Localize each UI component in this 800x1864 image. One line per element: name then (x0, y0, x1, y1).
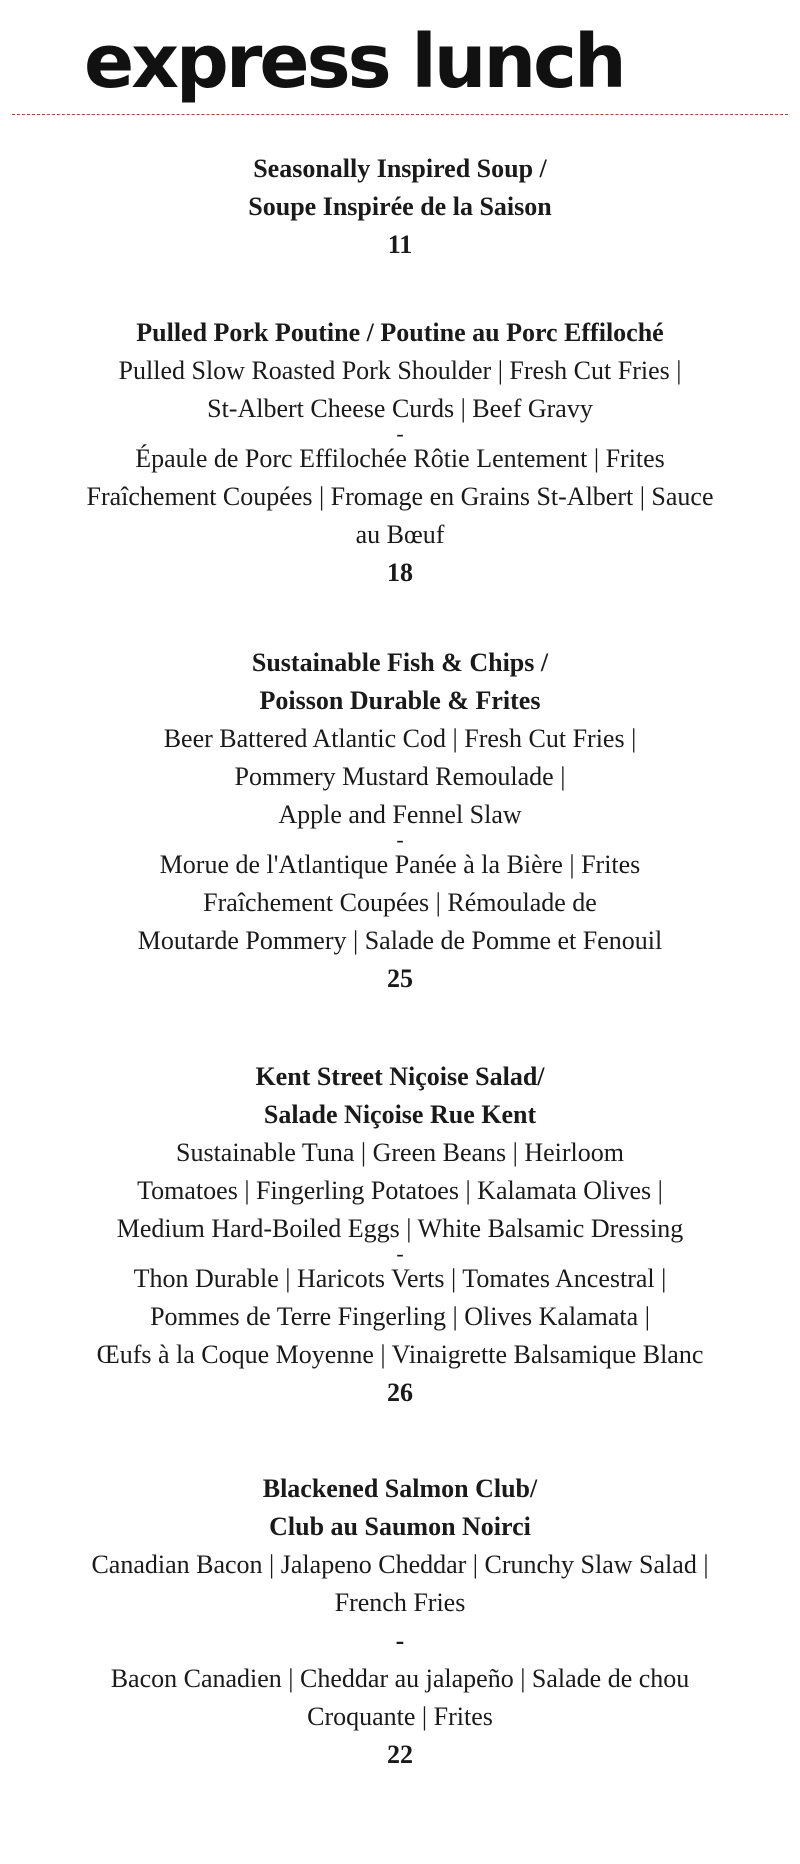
item-description-en-line: Pommery Mustard Remoulade | (234, 762, 566, 791)
item-description-en-line: St-Albert Cheese Curds | Beef Gravy (207, 394, 593, 423)
item-price: 18 (387, 558, 413, 587)
item-name-fr: Salade Niçoise Rue Kent (263, 1100, 537, 1129)
menu-item-fish-and-chips (30, 644, 770, 998)
item-name-fr: Poisson Durable & Frites (259, 686, 541, 715)
title-divider (12, 114, 788, 115)
item-name-en: Blackened Salmon Club/ (262, 1474, 538, 1503)
language-separator: - (395, 1626, 405, 1655)
menu-item-poutine (30, 314, 770, 592)
item-name-en: Sustainable Fish & Chips / (251, 648, 549, 677)
item-description-fr-line: Morue de l'Atlantique Panée à la Bière | Frites (159, 850, 641, 879)
item-description-en-line: Medium Hard-Boiled Eggs | White Balsamic Dressing (116, 1214, 684, 1243)
item-name-fr: Soupe Inspirée de la Saison (248, 192, 552, 221)
item-description-fr-line: Fraîchement Coupées | Rémoulade de (203, 888, 597, 917)
item-name-en: Seasonally Inspired Soup / (253, 154, 547, 183)
item-name-fr: Club au Saumon Noirci (269, 1512, 531, 1541)
item-description-en-line: French Fries (334, 1588, 466, 1617)
item-name-en: Kent Street Niçoise Salad/ (255, 1062, 545, 1091)
item-description-en-line: Canadian Bacon | Jalapeno Cheddar | Crunchy Slaw Salad | (91, 1550, 709, 1579)
item-price: 25 (387, 964, 413, 993)
item-description-fr-line: Bacon Canadien | Cheddar au jalapeño | Salade de chou (110, 1664, 690, 1693)
item-description-fr-line: Croquante | Frites (307, 1702, 493, 1731)
item-price: 26 (387, 1378, 413, 1407)
item-description-en-line: Apple and Fennel Slaw (278, 800, 522, 829)
item-description-fr-line: au Bœuf (355, 520, 445, 549)
language-separator: - (396, 827, 404, 852)
item-name: Pulled Pork Poutine / Poutine au Porc Effiloché (136, 318, 664, 347)
item-description-fr-line: Moutarde Pommery | Salade de Pomme et Fenouil (137, 926, 663, 955)
menu-item-salmon-club (30, 1470, 770, 1774)
item-description-fr-line: Fraîchement Coupées | Fromage en Grains St-Albert | Sauce (86, 482, 714, 511)
menu-title: express lunch (84, 19, 624, 105)
item-price: 11 (387, 230, 413, 259)
item-description-en-line: Pulled Slow Roasted Pork Shoulder | Fresh Cut Fries | (118, 356, 682, 385)
item-description-fr-line: Thon Durable | Haricots Verts | Tomates Ancestral | (133, 1264, 667, 1293)
item-description-fr-line: Œufs à la Coque Moyenne | Vinaigrette Balsamique Blanc (96, 1340, 704, 1369)
item-description-en-line: Sustainable Tuna | Green Beans | Heirloom (175, 1138, 625, 1167)
item-price: 22 (387, 1740, 413, 1769)
menu-item-nicoise-salad (30, 1058, 770, 1412)
language-separator: - (396, 1241, 404, 1266)
item-description-en-line: Tomatoes | Fingerling Potatoes | Kalamata Olives | (137, 1176, 663, 1205)
language-separator: - (396, 421, 404, 446)
menu-item-soup (30, 150, 770, 264)
item-description-en-line: Beer Battered Atlantic Cod | Fresh Cut Fries | (163, 724, 637, 753)
item-description-fr-line: Épaule de Porc Effilochée Rôtie Lentement | Frites (135, 444, 665, 473)
item-description-fr-line: Pommes de Terre Fingerling | Olives Kalamata | (150, 1302, 650, 1331)
